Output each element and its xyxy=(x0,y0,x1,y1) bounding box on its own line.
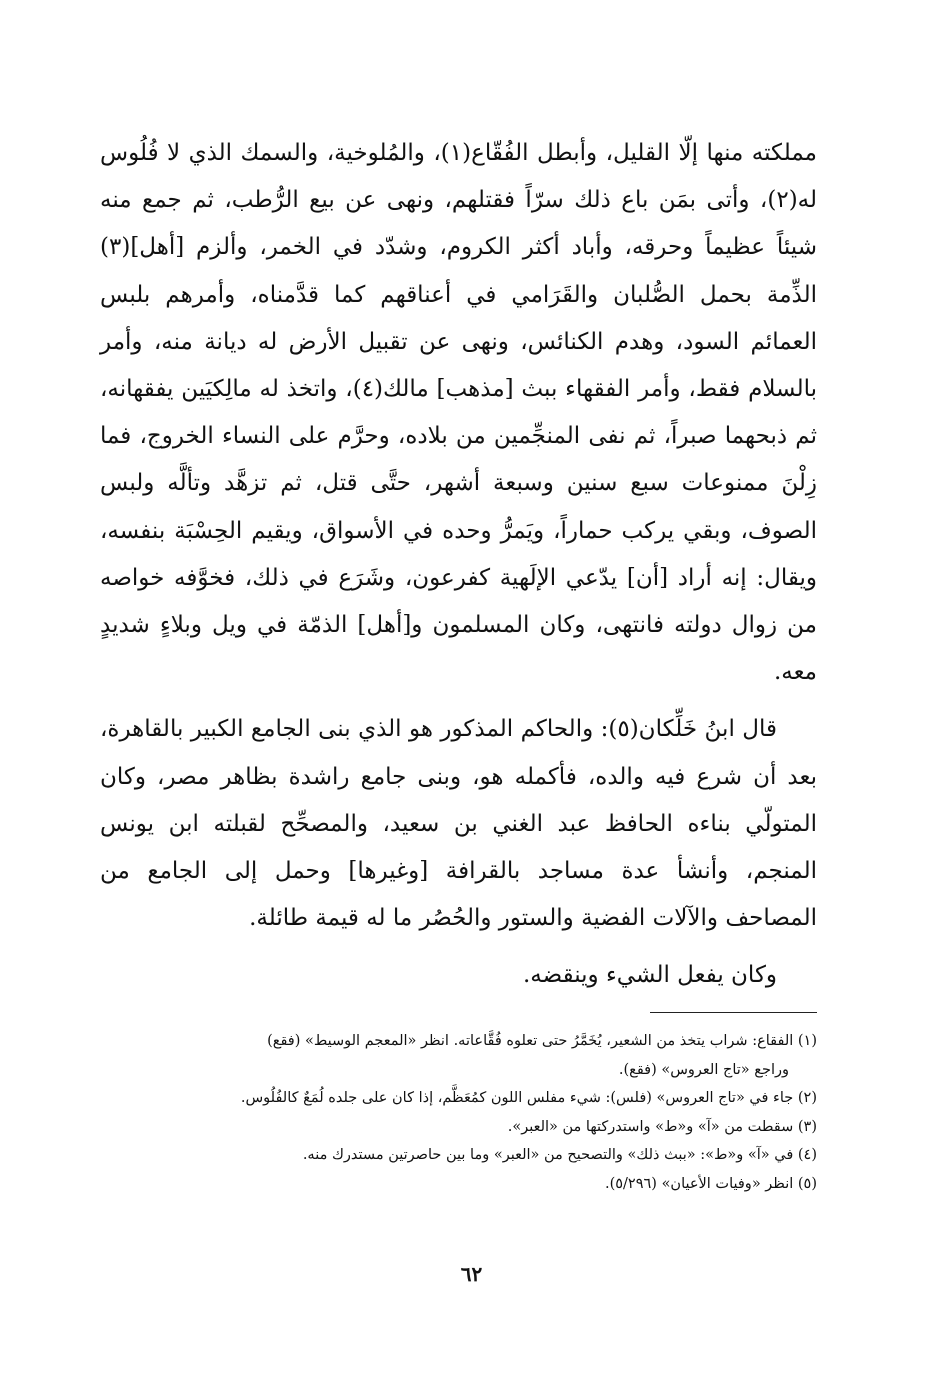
footnotes xyxy=(100,1027,817,1198)
page-number: ٦٢ xyxy=(460,1262,483,1286)
footnote-separator xyxy=(650,1012,817,1013)
footnote-4: (٤) في «آ» و«ط»: «ببث ذلك» والتصحيح من «العبر» وما بين حاصرتين مستدرك منه. xyxy=(302,1147,817,1163)
paragraph-2: قال ابنُ خَلِّكان(٥): والحاكم المذكور هو الذي بنى الجامع الكبير بالقاهرة، بعد أن شرع فيه والده، فأكمله هو، وبنى جامع راشدة بظاهر مصر، وكان المتولّي بناءه الحافظ عبد الغني بن سعيد، والمصحِّح لقبلته ابن يونس المنجم، وأنشأ عدة مساجد بالقرافة [وغيرها] وحمل إلى الجامع من المصاحف والآلات الفضية والستور والحُصُر ما له قيمة طائلة. xyxy=(100,716,817,932)
paragraph-3: وكان يفعل الشيء وينقضه. xyxy=(522,962,777,989)
footnote-5: (٥) انظر «وفيات الأعيان» (٥/٢٩٦). xyxy=(604,1175,817,1192)
footnote-2: (٢) جاء في «تاج العروس» (فلس): شيء مفلس اللون كمُعَظَّم، إذا كان على جلده لُمَعٌ كالفُلُوس. xyxy=(240,1090,817,1106)
footnote-3: (٣) سقطت من «آ» و«ط» واستدركتها من «العبر». xyxy=(507,1118,817,1135)
footnote-1: (١) الفقاع: شراب يتخذ من الشعير، يُخَمَّرُ حتى تعلوه فُقَّاعاته. انظر «المعجم الوسيط» (فقع) xyxy=(267,1033,817,1049)
main-text xyxy=(100,130,817,1000)
paragraph-1: مملكته منها إلّا القليل، وأبطل الفُقّاع(١)، والمُلوخية، والسمك الذي لا فُلُوس له(٢)، وأتى بمَن باع ذلك سرّاً فقتلهم، ونهى عن بيع الرُّطب، ثم جمع منه شيئاً عظيماً وحرقه، وأباد أكثر الكروم، وشدّد في الخمر، وألزم [أهل](٣) الذِّمة بحمل الصُّلبان والقَرَامي في أعناقهم كما قدَّمناه، وأمرهم بلبس العمائم السود، وهدم الكنائس، ونهى عن تقبيل الأرض له ديانة منه، وأمر بالسلام فقط، وأمر الفقهاء ببث [مذهب] مالك(٤)، واتخذ له مالِكيَين يفقهانه، ثم ذبحهما صبراً، ثم نفى المنجِّمين من بلاده، وحرَّم على النساء الخروج، فما زِلْنَ ممنوعات سبع سنين وسبعة أشهر، حتَّى قتل، ثم تزهَّد وتألَّه ولبس الصوف، وبقي يركب حماراً، ويَمرُّ وحده في الأسواق، ويقيم الحِسْبَة بنفسه، ويقال: إنه أراد [أن] يدّعي الإلَهية كفرعون، وشَرَع في ذلك، فخوَّفه خواصه من زوال دولته فانتهى، وكان المسلمون و[أهل] الذمّة في ويل وبلاءٍ شديدٍ معه. xyxy=(100,140,817,686)
footnote-1-continuation: وراجع «تاج العروس» (فقع). xyxy=(618,1061,789,1078)
